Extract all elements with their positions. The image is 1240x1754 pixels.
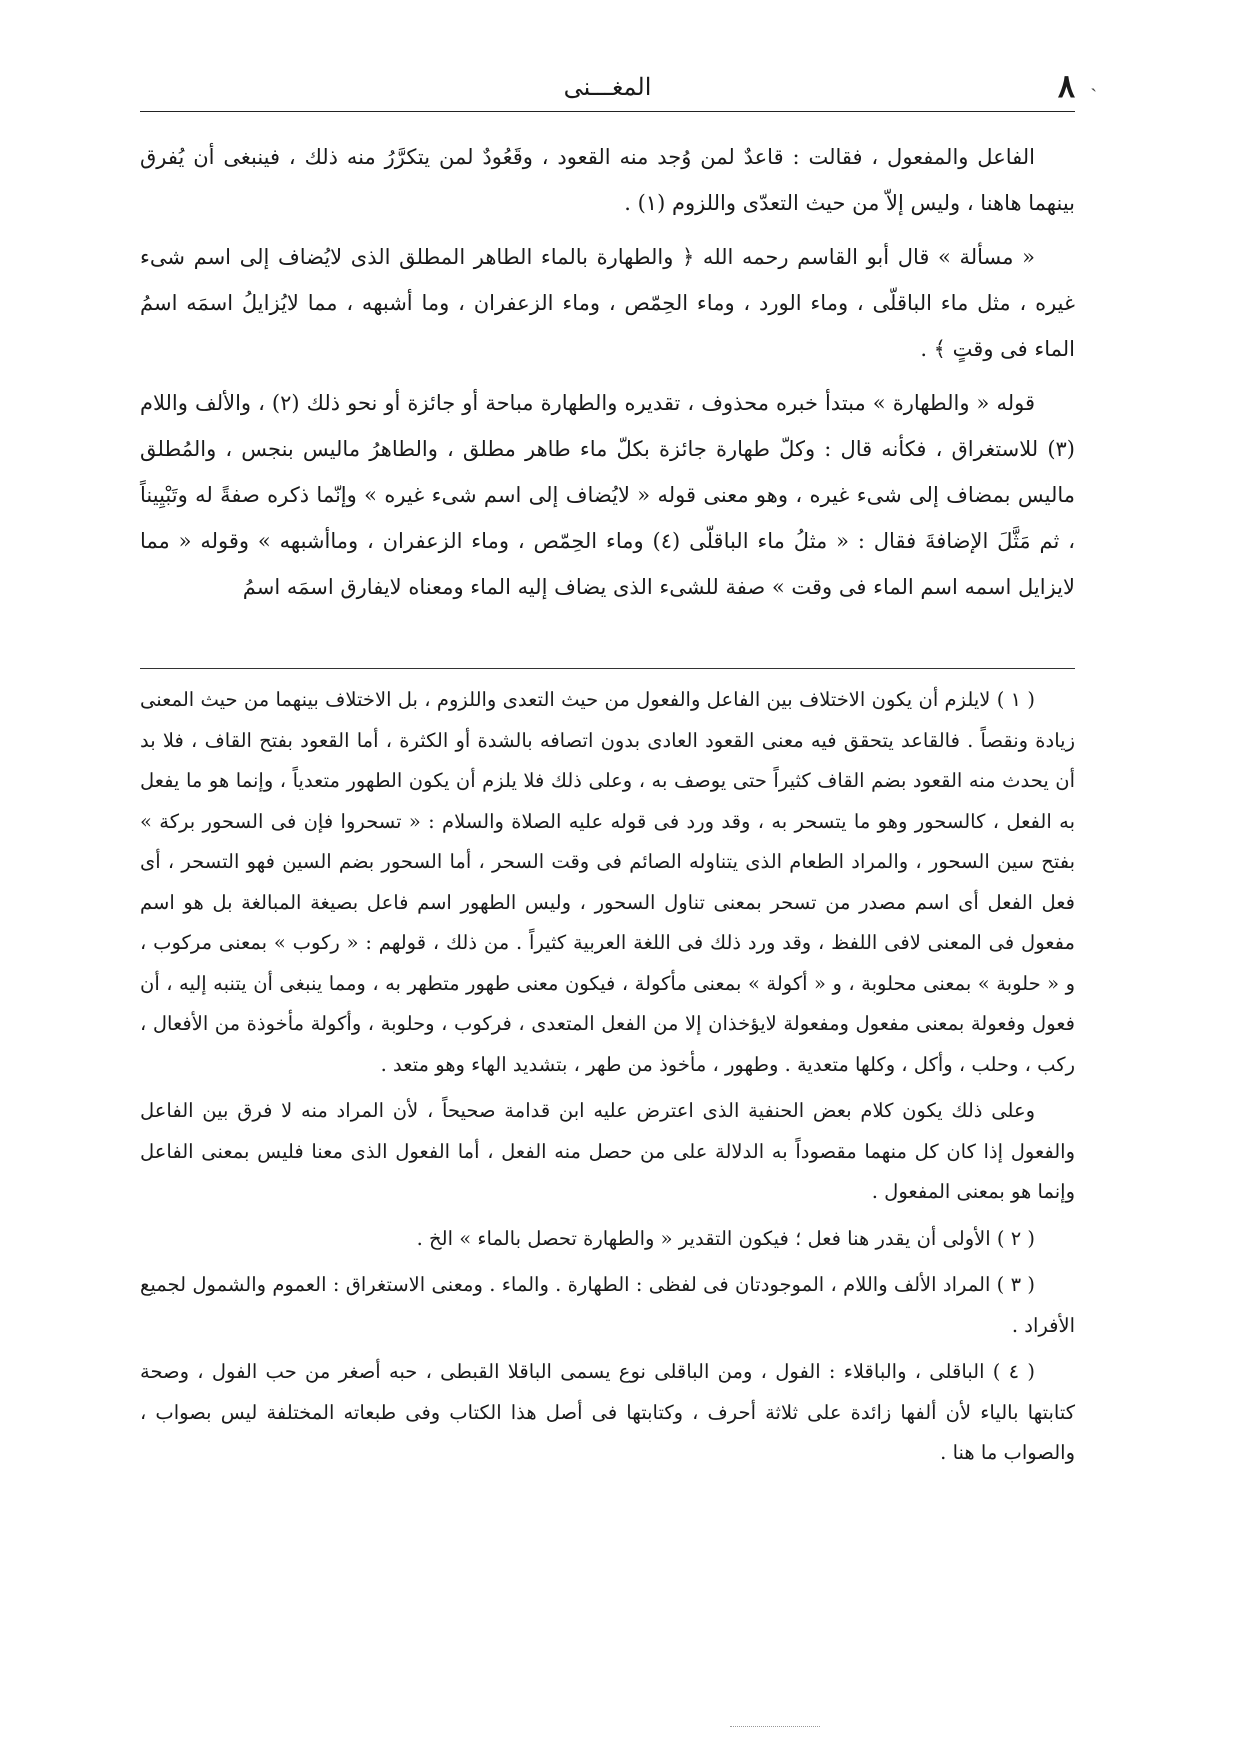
footnote: ( ٣ ) المراد الألف واللام ، الموجودتان فى لفظى : الطهارة . والماء . ومعنى الاستغراق : العموم والشمول لجميع الأفراد .: [140, 1273, 1075, 1337]
footnote: وعلى ذلك يكون كلام بعض الحنفية الذى اعترض عليه ابن قدامة صحيحاً ، لأن المراد منه لا فرق بين الفاعل والفعول إذا كان كل منهما مقصوداً به الدلالة على من حصل منه الفعل ، أما الفعول الذى معنا فليس بمعنى الفاعل وإنما هو بمعنى المفعول .: [140, 1099, 1075, 1203]
running-title: المغـــنى: [563, 73, 652, 101]
body-paragraph: الفاعل والمفعول ، فقالت : قاعدٌ لمن وُجد منه القعود ، وقَعُودٌ لمن يتكرَّرُ منه ذلك ، فينبغى أن يُفرق بينهما هاهنا ، وليس إلاّ من حيث التعدّى واللزوم (١) .: [140, 145, 1075, 215]
footnote-rule: [140, 668, 1075, 669]
footnote: ( ٤ ) الباقلى ، والباقلاء : الفول ، ومن الباقلى نوع يسمى الباقلا القبطى ، حبه أصغر من حب الفول ، وصحة كتابتها بالياء لأن ألفها زائدة على ثلاثة أحرف ، وكتابتها فى أصل هذا الكتاب وفى طبعاته المختلفة ليس بصواب ، والصواب ما هنا .: [140, 1360, 1075, 1464]
footnotes: [140, 680, 1075, 1474]
scan-artifact: [730, 1726, 820, 1727]
page-number: ٨: [1057, 67, 1075, 105]
corner-mark: ˏ: [1090, 68, 1097, 92]
page-header: [140, 66, 1097, 106]
body-paragraph: قوله « والطهارة » مبتدأ خبره محذوف ، تقديره والطهارة مباحة أو جائزة أو نحو ذلك (٢) ، والألف واللام (٣) للاستغراق ، فكأنه قال : وكلّ طهارة جائزة بكلّ ماء طاهر مطلق ، والطاهرُ ماليس بنجس ، والمُطلق ماليس بمضاف إلى شىء غيره ، وهو معنى قوله « لايُضاف إلى اسم شىء غيره » وإنّما ذكره صفةً له وتَبْيِيناً ، ثم مَثَّلَ الإضافةَ فقال : « مثلُ ماء الباقلّى (٤) وماء الحِمّص ، وماء الزعفران ، وماأشبهه » وقوله « مما لايزايل اسمه اسم الماء فى وقت » صفة للشىء الذى يضاف إليه الماء ومعناه لايفارق اسمَه اسمُ: [140, 391, 1075, 599]
footnote: ( ٢ ) الأولى أن يقدر هنا فعل ؛ فيكون التقدير « والطهارة تحصل بالماء » الخ .: [416, 1226, 1035, 1250]
header-rule: [140, 111, 1075, 112]
main-text: [140, 134, 1075, 610]
body-paragraph: « مسألة » قال أبو القاسم رحمه الله ﴿ والطهارة بالماء الطاهر المطلق الذى لايُضاف إلى اسم شىء غيره ، مثل ماء الباقلّى ، وماء الورد ، وماء الحِمّص ، وماء الزعفران ، وما أشبهه ، مما لايُزايلُ اسمَه اسمُ الماء فى وقتٍ ﴾ .: [140, 245, 1075, 361]
footnote: ( ١ ) لايلزم أن يكون الاختلاف بين الفاعل والفعول من حيث التعدى واللزوم ، بل الاختلاف بينهما من حيث المعنى زيادة ونقصاً . فالقاعد يتحقق فيه معنى القعود العادى بدون اتصافه بالشدة أو الكثرة ، أما القعود بفتح القاف ، فلا بد أن يحدث منه القعود بضم القاف كثيراً حتى يوصف به ، وعلى ذلك فلا يلزم أن يكون الطهور متعدياً ، وإنما هو ما يفعل به الفعل ، كالسحور وهو ما يتسحر به ، وقد ورد فى قوله عليه الصلاة والسلام : « تسحروا فإن فى السحور بركة » بفتح سين السحور ، والمراد الطعام الذى يتناوله الصائم فى وقت السحر ، أما السحور بضم السين فهو التسحر ، أى فعل الفعل أى اسم مصدر من تسحر بمعنى تناول السحور ، وليس الطهور اسم فاعل بصيغة المبالغة بل هو اسم مفعول فى المعنى لافى اللفظ ، وقد ورد ذلك فى اللغة العربية كثيراً . من ذلك ، قولهم : « ركوب » بمعنى مركوب ، و « حلوبة » بمعنى محلوبة ، و « أكولة » بمعنى مأكولة ، فيكون معنى طهور متطهر به ، ومما ينبغى أن يتنبه إليه ، أن فعول وفعولة بمعنى مفعول ومفعولة لايؤخذان إلا من الفعل المتعدى ، فركوب ، وحلوبة ، وأكولة مأخوذة من الأفعال ، ركب ، وحلب ، وأكل ، وكلها متعدية . وطهور ، مأخوذ من طهر ، بتشديد الهاء وهو متعد .: [140, 688, 1076, 1076]
